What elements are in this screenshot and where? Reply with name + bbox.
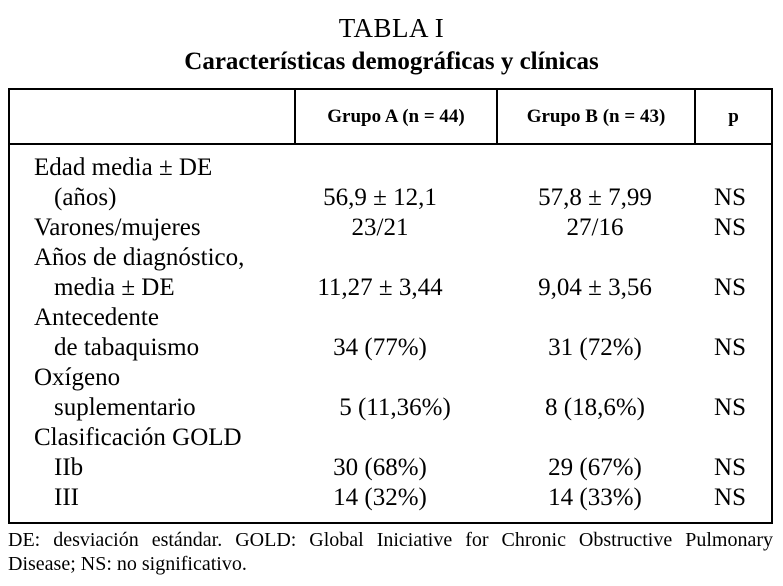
table-footnote: DE: desviación estándar. GOLD: Global Iniciative for Chronic Obstructive Pulmonary Disease; NS: no significativo. — [8, 529, 773, 575]
data-table — [8, 88, 773, 524]
cell-p: NS — [714, 394, 746, 421]
row-label: Clasificación GOLD — [34, 424, 242, 451]
cell-group-a: 11,27 ± 3,44 — [317, 274, 443, 301]
row-label: Años de diagnóstico, — [34, 244, 245, 271]
header-group-a: Grupo A (n = 44) — [327, 106, 465, 127]
cell-group-b: 27/16 — [566, 214, 624, 241]
cell-group-b: 57,8 ± 7,99 — [538, 184, 652, 211]
row-label: Oxígeno — [34, 364, 121, 391]
row-label: IIb — [54, 454, 84, 481]
cell-group-b: 9,04 ± 3,56 — [538, 274, 652, 301]
row-label: Edad media ± DE — [34, 154, 213, 181]
cell-group-b: 14 (33%) — [548, 484, 642, 511]
cell-group-b: 31 (72%) — [548, 334, 642, 361]
cell-group-b: 8 (18,6%) — [545, 394, 645, 421]
cell-p: NS — [714, 454, 746, 481]
cell-group-b: 29 (67%) — [548, 454, 642, 481]
cell-p: NS — [714, 334, 746, 361]
cell-p: NS — [714, 274, 746, 301]
cell-p: NS — [714, 184, 746, 211]
row-label: III — [54, 484, 79, 511]
row-label-cont: media ± DE — [54, 274, 175, 301]
row-label-cont: (años) — [54, 184, 117, 211]
cell-p: NS — [714, 214, 746, 241]
cell-p: NS — [714, 484, 746, 511]
row-label-cont: suplementario — [54, 394, 196, 421]
row-label-cont: de tabaquismo — [54, 334, 200, 361]
table-subtitle: Características demográficas y clínicas — [184, 48, 599, 75]
cell-group-a: 30 (68%) — [333, 454, 427, 481]
cell-group-a: 5 (11,36%) — [339, 394, 451, 421]
row-label: Antecedente — [34, 304, 159, 331]
cell-group-a: 56,9 ± 12,1 — [323, 184, 437, 211]
header-group-b: Grupo B (n = 43) — [526, 106, 666, 127]
row-label: Varones/mujeres — [34, 214, 201, 241]
cell-group-a: 14 (32%) — [333, 484, 427, 511]
table-title: TABLA I — [338, 13, 445, 43]
cell-group-a: 23/21 — [351, 214, 409, 241]
header-p: p — [728, 106, 739, 127]
table-header — [10, 90, 771, 145]
cell-group-a: 34 (77%) — [333, 334, 427, 361]
